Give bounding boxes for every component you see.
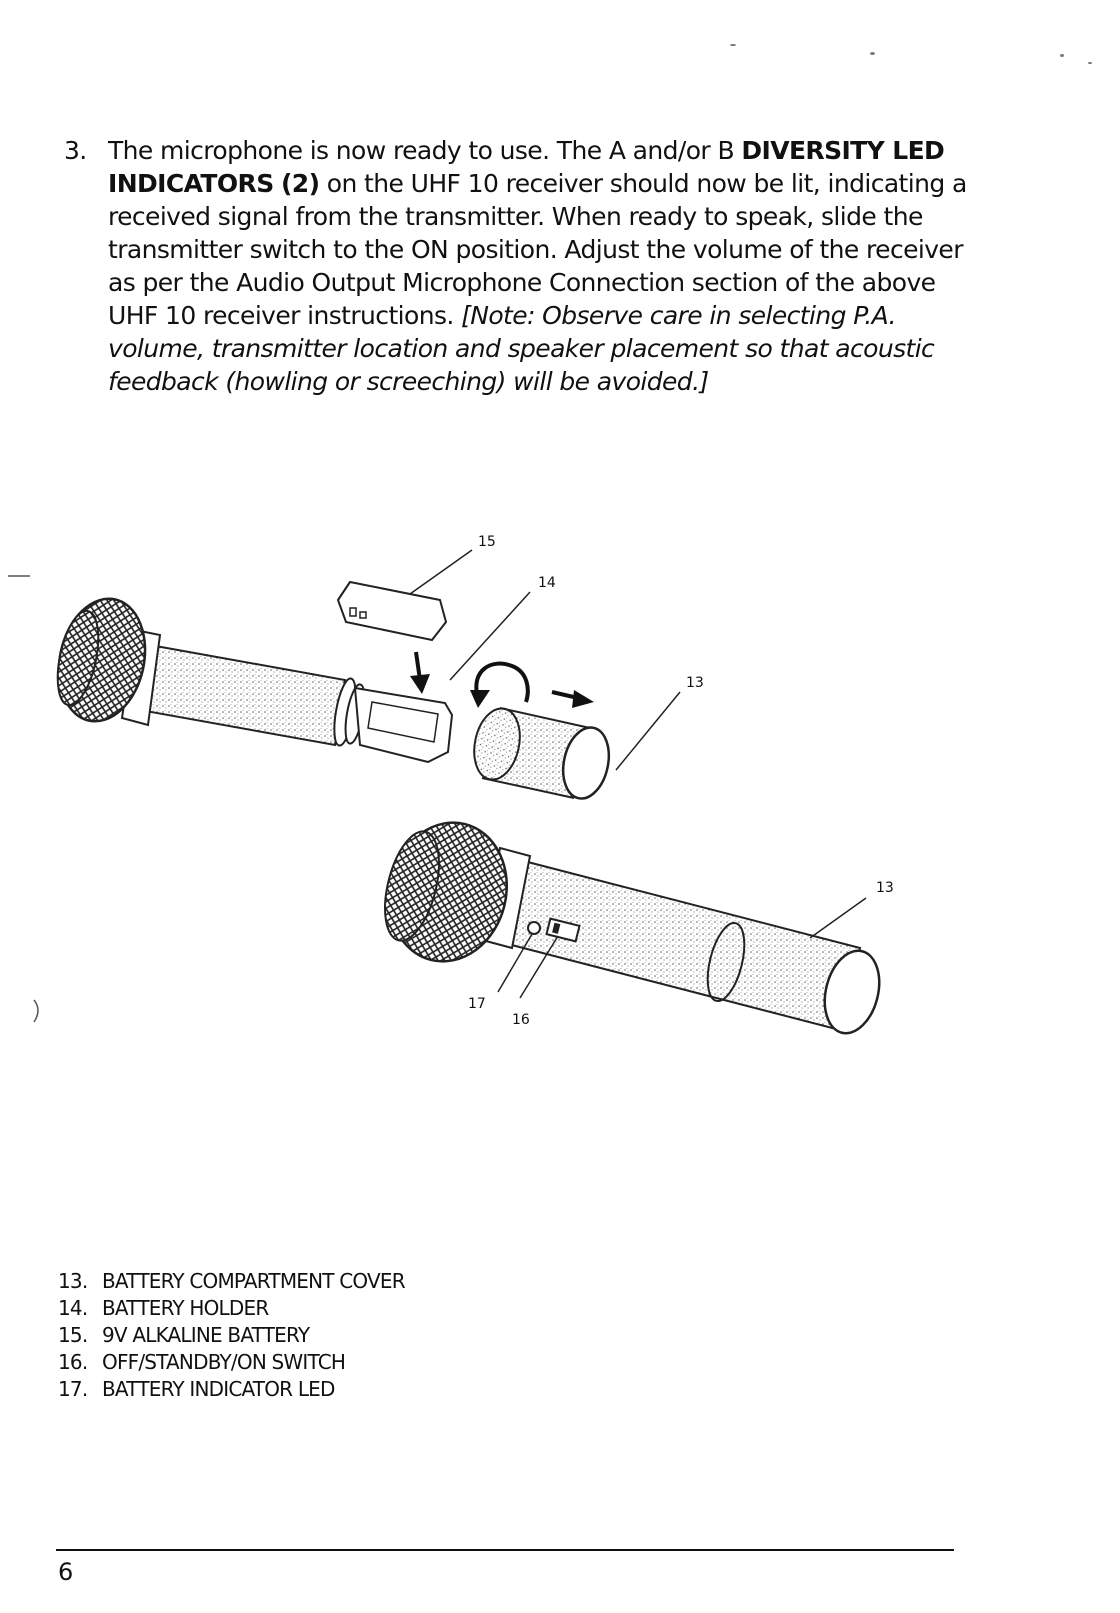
battery-holder: [355, 688, 452, 762]
callout-14: 14: [538, 575, 556, 591]
insert-arrow: [410, 652, 430, 694]
bottom-microphone: [375, 810, 888, 1039]
step-body: [108, 134, 984, 398]
callout-17: 17: [468, 996, 486, 1012]
slide-arrow: [552, 690, 594, 708]
parts-legend: [58, 1268, 658, 1403]
legend-item: [58, 1295, 658, 1322]
9v-battery: [338, 582, 446, 640]
page-number: 6: [58, 1558, 74, 1586]
legend-item: [58, 1268, 658, 1295]
callout-13-bottom: 13: [876, 880, 894, 896]
feedback-note: [Note: Observe care in selecting P.A. volume, transmitter location and speaker placement so that acoustic feedback (howling or screeching) will be avoided.]: [108, 301, 935, 396]
scan-speck: [870, 52, 875, 55]
leader-13-bottom: [810, 898, 866, 938]
step-text-2: on the UHF 10 receiver should now be lit, indicating a received signal from the transmitter. When ready to speak, slide the transmitter switch to the ON position. Adjust the volume of the receiver as per the Audio Output Microphone Connection section of the above UHF 10 receiver instructions.: [108, 169, 967, 330]
legend-number: 13.: [58, 1269, 88, 1293]
legend-number: 15.: [58, 1323, 88, 1347]
callout-13-top: 13: [686, 675, 704, 691]
legend-label: BATTERY COMPARTMENT COVER: [102, 1269, 405, 1293]
step-3-instruction: [64, 134, 984, 398]
margin-mark: [34, 1000, 38, 1022]
battery-compartment-cover: [468, 704, 615, 803]
scan-speck: [730, 44, 736, 46]
legend-number: 16.: [58, 1350, 88, 1374]
diversity-led-label: DIVERSITY LED INDICATORS: [108, 136, 945, 198]
legend-label: 9V ALKALINE BATTERY: [102, 1323, 310, 1347]
legend-item: [58, 1349, 658, 1376]
microphone-battery-figure: [0, 530, 1120, 1130]
legend-label: BATTERY INDICATOR LED: [102, 1377, 335, 1401]
step-text-1: The microphone is now ready to use. The A and/or B: [108, 136, 742, 165]
legend-label: OFF/STANDBY/ON SWITCH: [102, 1350, 346, 1374]
footer-rule: [56, 1549, 954, 1551]
rotate-arrow: [470, 664, 528, 708]
callout-16: 16: [512, 1012, 530, 1028]
battery-indicator-led: [528, 922, 540, 934]
legend-number: 17.: [58, 1377, 88, 1401]
diversity-led-ref: (2): [280, 169, 320, 198]
microphone-illustration: [0, 530, 1120, 1130]
legend-item: [58, 1376, 658, 1403]
step-number: 3.: [64, 136, 87, 165]
legend-label: BATTERY HOLDER: [102, 1296, 269, 1320]
legend-number: 14.: [58, 1296, 88, 1320]
scan-speck: [1088, 62, 1092, 64]
leader-13-top: [616, 692, 680, 770]
scan-speck: [1060, 54, 1064, 57]
leader-15: [410, 550, 472, 594]
callout-15: 15: [478, 534, 496, 550]
legend-item: [58, 1322, 658, 1349]
